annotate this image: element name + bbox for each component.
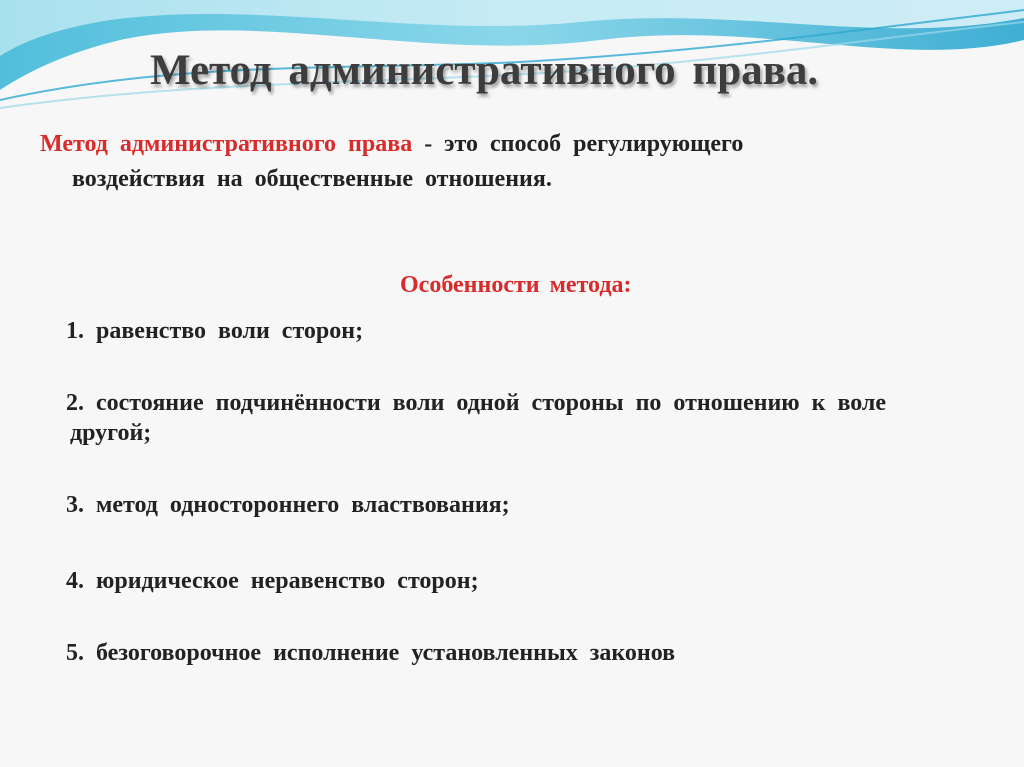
feature-item-5 — [66, 638, 946, 668]
feature-item-1 — [66, 316, 946, 346]
feature-item-3 — [66, 490, 946, 520]
definition-paragraph — [40, 127, 940, 197]
feature-item-text: 1. равенство воли сторон; — [66, 318, 364, 344]
feature-item-2 — [66, 388, 946, 448]
feature-item-text: 5. безоговорочное исполнение установленных законов — [66, 640, 676, 666]
definition-text-line1: - это способ регулирующего — [412, 131, 744, 157]
feature-item-4 — [66, 566, 946, 596]
definition-term: Метод административного права — [40, 131, 413, 157]
feature-item-text: 2. состояние подчинённости воли одной стороны по отношению к воле — [66, 390, 887, 416]
feature-item-text: 3. метод одностороннего властвования; — [66, 492, 510, 518]
feature-item-text: 4. юридическое неравенство сторон; — [66, 568, 479, 594]
feature-item-text-cont: другой; — [70, 420, 152, 446]
definition-text-line2: воздействия на общественные отношения. — [72, 166, 552, 192]
features-heading: Особенности метода: — [400, 272, 632, 298]
slide-title: Метод административного права. — [150, 47, 819, 94]
